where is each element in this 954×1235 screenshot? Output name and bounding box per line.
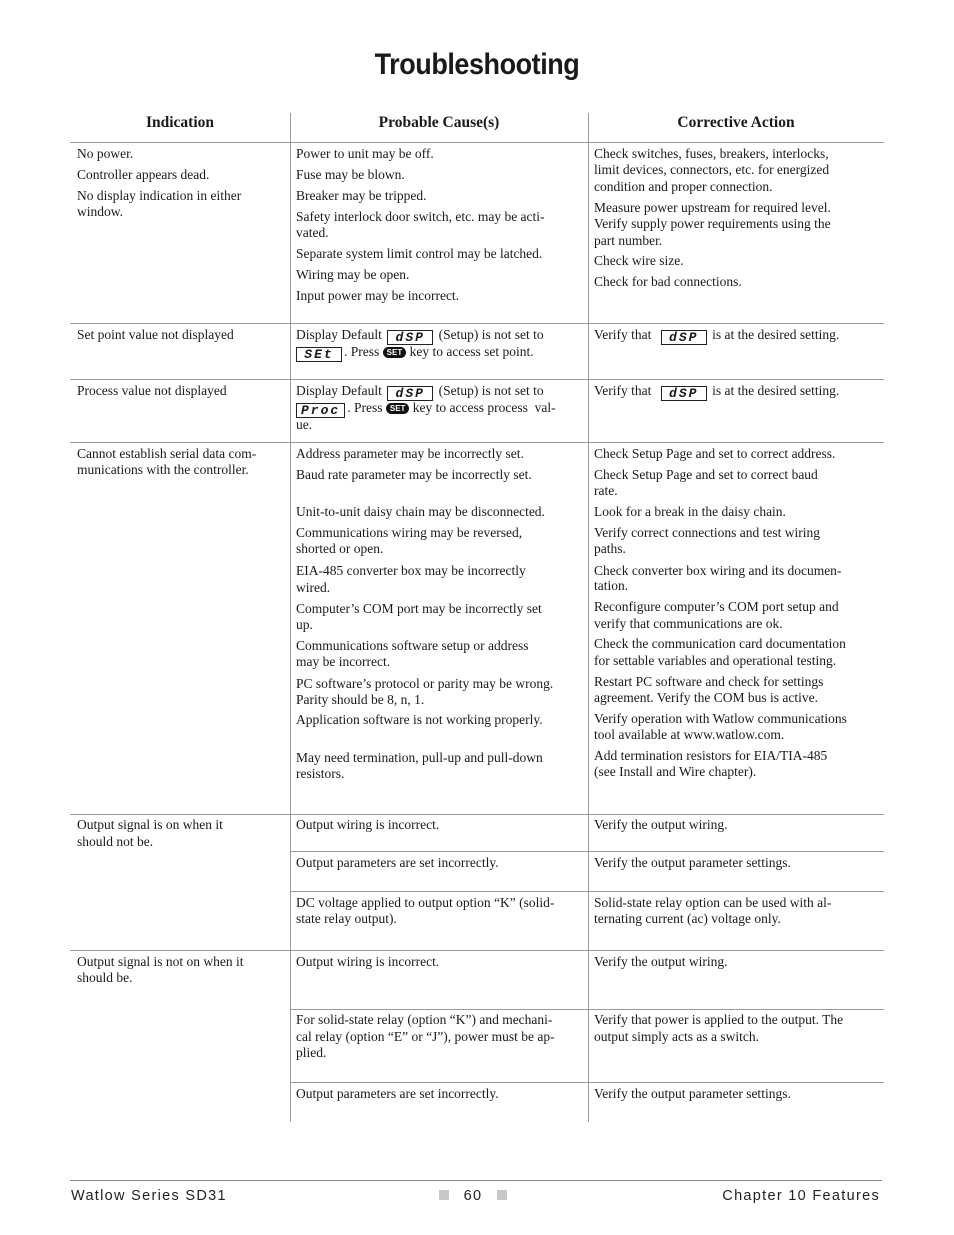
set-key-icon: SET: [383, 347, 407, 358]
action-text: for settable variables and operational testing.: [594, 653, 837, 668]
row-divider: [70, 323, 884, 324]
action-text-fragment: Verify that: [594, 327, 652, 342]
action-text: verify that communications are ok.: [594, 616, 783, 631]
cause-text: vated.: [296, 225, 329, 240]
cause-cell: [296, 383, 584, 440]
cause-text: Wiring may be open.: [296, 267, 410, 282]
sub-row-divider: [290, 851, 884, 852]
action-text: Check Setup Page and set to correct address.: [594, 446, 836, 461]
cause-text: cal relay (option “E” or “J”), power must be ap-: [296, 1029, 555, 1044]
action-cell: [594, 446, 884, 812]
indication-text: window.: [77, 204, 123, 219]
cause-text: [296, 344, 584, 362]
cause-text: Address parameter may be incorrectly set.: [296, 446, 524, 461]
cause-text: Output wiring is incorrect.: [296, 954, 440, 969]
cause-cell: [296, 855, 584, 889]
cause-text: Baud rate parameter may be incorrectly set.: [296, 467, 532, 482]
cause-text: Fuse may be blown.: [296, 167, 405, 182]
action-text: agreement. Verify the COM bus is active.: [594, 690, 818, 705]
action-text: Check for bad connections.: [594, 274, 742, 289]
action-text-fragment: is at the desired setting.: [712, 327, 840, 342]
cause-text: EIA-485 converter box may be incorrectly: [296, 563, 526, 578]
column-header-action: Corrective Action: [677, 114, 795, 131]
cause-text-fragment: . Press: [344, 344, 380, 359]
action-text: Measure power upstream for required level.: [594, 200, 831, 215]
row-divider: [70, 950, 884, 951]
cause-text-fragment: Display Default: [296, 383, 382, 398]
indication-text: should be.: [77, 970, 133, 985]
cause-text: Separate system limit control may be latched.: [296, 246, 543, 261]
column-divider: [290, 113, 291, 1122]
cause-cell: [296, 1012, 584, 1080]
action-text-fragment: Verify that: [594, 383, 652, 398]
action-cell: [594, 383, 884, 440]
cause-text: PC software’s protocol or parity may be wrong.: [296, 676, 554, 691]
sub-row-divider: [290, 1009, 884, 1010]
cause-text-fragment: (Setup) is not set to: [438, 327, 544, 342]
cause-text: [296, 400, 584, 418]
cause-text: [296, 327, 584, 345]
action-text: tation.: [594, 578, 629, 593]
indication-text: Process value not displayed: [77, 383, 227, 398]
action-cell: [594, 1086, 884, 1120]
cause-cell: [296, 895, 584, 948]
cause-text: wired.: [296, 580, 331, 595]
indication-text: munications with the controller.: [77, 462, 249, 477]
action-text: Verify the output parameter settings.: [594, 855, 791, 870]
cause-text: DC voltage applied to output option “K” (solid-: [296, 895, 555, 910]
cause-text: Safety interlock door switch, etc. may be acti-: [296, 209, 545, 224]
cause-text: Input power may be incorrect.: [296, 288, 460, 303]
cause-text: ue.: [296, 417, 313, 432]
action-cell: [594, 146, 884, 321]
cause-text: resistors.: [296, 766, 345, 781]
column-header-indication: Indication: [145, 114, 215, 131]
cause-text: [296, 383, 584, 401]
indication-cell: [77, 954, 285, 1120]
action-text: Solid-state relay option can be used with al-: [594, 895, 832, 910]
footer-product: Watlow Series SD31: [71, 1188, 227, 1204]
page-number: 60: [463, 1188, 483, 1204]
indication-text: should not be.: [77, 834, 154, 849]
page-title: Troubleshooting: [374, 48, 580, 81]
indication-text: Output signal is not on when it: [77, 954, 244, 969]
cause-text: state relay output).: [296, 911, 397, 926]
action-text: rate.: [594, 483, 618, 498]
action-text: paths.: [594, 541, 626, 556]
action-text: output simply acts as a switch.: [594, 1029, 759, 1044]
action-text: Verify the output wiring.: [594, 817, 728, 832]
display-code-dsp: dSP: [387, 386, 433, 401]
action-text: [594, 383, 884, 401]
indication-cell: [77, 383, 285, 440]
action-cell: [594, 1012, 884, 1080]
indication-cell: [77, 446, 285, 812]
footer-page-number: [438, 1188, 508, 1204]
column-header-cause: Probable Cause(s): [378, 114, 500, 131]
display-code-set: SEt: [296, 347, 342, 362]
row-divider: [70, 442, 884, 443]
cause-text: shorted or open.: [296, 541, 384, 556]
sub-row-divider: [290, 891, 884, 892]
cause-text-fragment: (Setup) is not set to: [438, 383, 544, 398]
cause-text: Breaker may be tripped.: [296, 188, 427, 203]
action-text: part number.: [594, 233, 663, 248]
action-text: condition and proper connection.: [594, 179, 773, 194]
cause-text: For solid-state relay (option “K”) and mechani-: [296, 1012, 553, 1027]
action-text: ternating current (ac) voltage only.: [594, 911, 781, 926]
cause-text: Output parameters are set incorrectly.: [296, 1086, 499, 1101]
action-text: Verify the output parameter settings.: [594, 1086, 791, 1101]
cause-text: Unit-to-unit daisy chain may be disconnected.: [296, 504, 545, 519]
action-text: tool available at www.watlow.com.: [594, 727, 785, 742]
indication-cell: [77, 327, 285, 377]
action-text: Verify operation with Watlow communications: [594, 711, 847, 726]
indication-text: No power.: [77, 146, 134, 161]
cause-text-fragment: . Press: [347, 400, 383, 415]
action-text: Check converter box wiring and its documen-: [594, 563, 842, 578]
footer-chapter: Chapter 10 Features: [722, 1188, 880, 1204]
display-code-dsp: dSP: [661, 330, 707, 345]
action-text: Verify that power is applied to the output. The: [594, 1012, 844, 1027]
display-code-dsp: dSP: [387, 330, 433, 345]
action-text: limit devices, connectors, etc. for energized: [594, 162, 830, 177]
cause-text: Communications software setup or address: [296, 638, 529, 653]
header-rule: [70, 142, 884, 143]
cause-text: Application software is not working properly.: [296, 712, 543, 727]
action-cell: [594, 817, 884, 849]
action-text: Check wire size.: [594, 253, 684, 268]
action-text: Check switches, fuses, breakers, interlocks,: [594, 146, 829, 161]
cause-cell: [296, 954, 584, 1007]
cause-text-fragment: key to access set point.: [409, 344, 534, 359]
cause-cell: [296, 817, 584, 849]
bullet-square-icon: [439, 1190, 449, 1200]
row-divider: [70, 814, 884, 815]
action-text-fragment: is at the desired setting.: [712, 383, 840, 398]
action-text: Check Setup Page and set to correct baud: [594, 467, 818, 482]
cause-cell: [296, 327, 584, 377]
indication-cell: [77, 146, 285, 321]
indication-text: Set point value not displayed: [77, 327, 234, 342]
indication-text: Output signal is on when it: [77, 817, 223, 832]
action-text: Check the communication card documentation: [594, 636, 846, 651]
action-text: Reconfigure computer’s COM port setup and: [594, 599, 839, 614]
cause-text: may be incorrect.: [296, 654, 391, 669]
action-text: (see Install and Wire chapter).: [594, 764, 757, 779]
action-text: Verify supply power requirements using the: [594, 216, 831, 231]
bullet-square-icon: [497, 1190, 507, 1200]
action-cell: [594, 954, 884, 1007]
action-text: [594, 327, 884, 345]
cause-text: Computer’s COM port may be incorrectly set: [296, 601, 542, 616]
cause-text: Parity should be 8, n, 1.: [296, 692, 425, 707]
cause-text: Output parameters are set incorrectly.: [296, 855, 499, 870]
cause-cell: [296, 146, 584, 321]
indication-cell: [77, 817, 285, 948]
cause-text: up.: [296, 617, 313, 632]
action-text: Add termination resistors for EIA/TIA-485: [594, 748, 828, 763]
footer-rule: [70, 1180, 882, 1181]
cause-text: Communications wiring may be reversed,: [296, 525, 523, 540]
action-cell: [594, 327, 884, 377]
cause-text-fragment: Display Default: [296, 327, 382, 342]
cause-text: Output wiring is incorrect.: [296, 817, 440, 832]
set-key-icon: SET: [386, 403, 410, 414]
indication-text: Controller appears dead.: [77, 167, 210, 182]
cause-text: plied.: [296, 1045, 327, 1060]
action-cell: [594, 895, 884, 948]
cause-text: Power to unit may be off.: [296, 146, 434, 161]
display-code-dsp: dSP: [661, 386, 707, 401]
row-divider: [70, 379, 884, 380]
indication-text: Cannot establish serial data com-: [77, 446, 257, 461]
action-cell: [594, 855, 884, 889]
cause-text-fragment: key to access process val-: [412, 400, 556, 415]
cause-cell: [296, 446, 584, 812]
action-text: Look for a break in the daisy chain.: [594, 504, 786, 519]
indication-text: No display indication in either: [77, 188, 242, 203]
cause-text: May need termination, pull-up and pull-down: [296, 750, 543, 765]
display-code-proc: Proc: [296, 403, 345, 418]
action-text: Verify the output wiring.: [594, 954, 728, 969]
action-text: Verify correct connections and test wiring: [594, 525, 821, 540]
sub-row-divider: [290, 1082, 884, 1083]
cause-cell: [296, 1086, 584, 1120]
action-text: Restart PC software and check for settings: [594, 674, 824, 689]
column-divider: [588, 113, 589, 1122]
